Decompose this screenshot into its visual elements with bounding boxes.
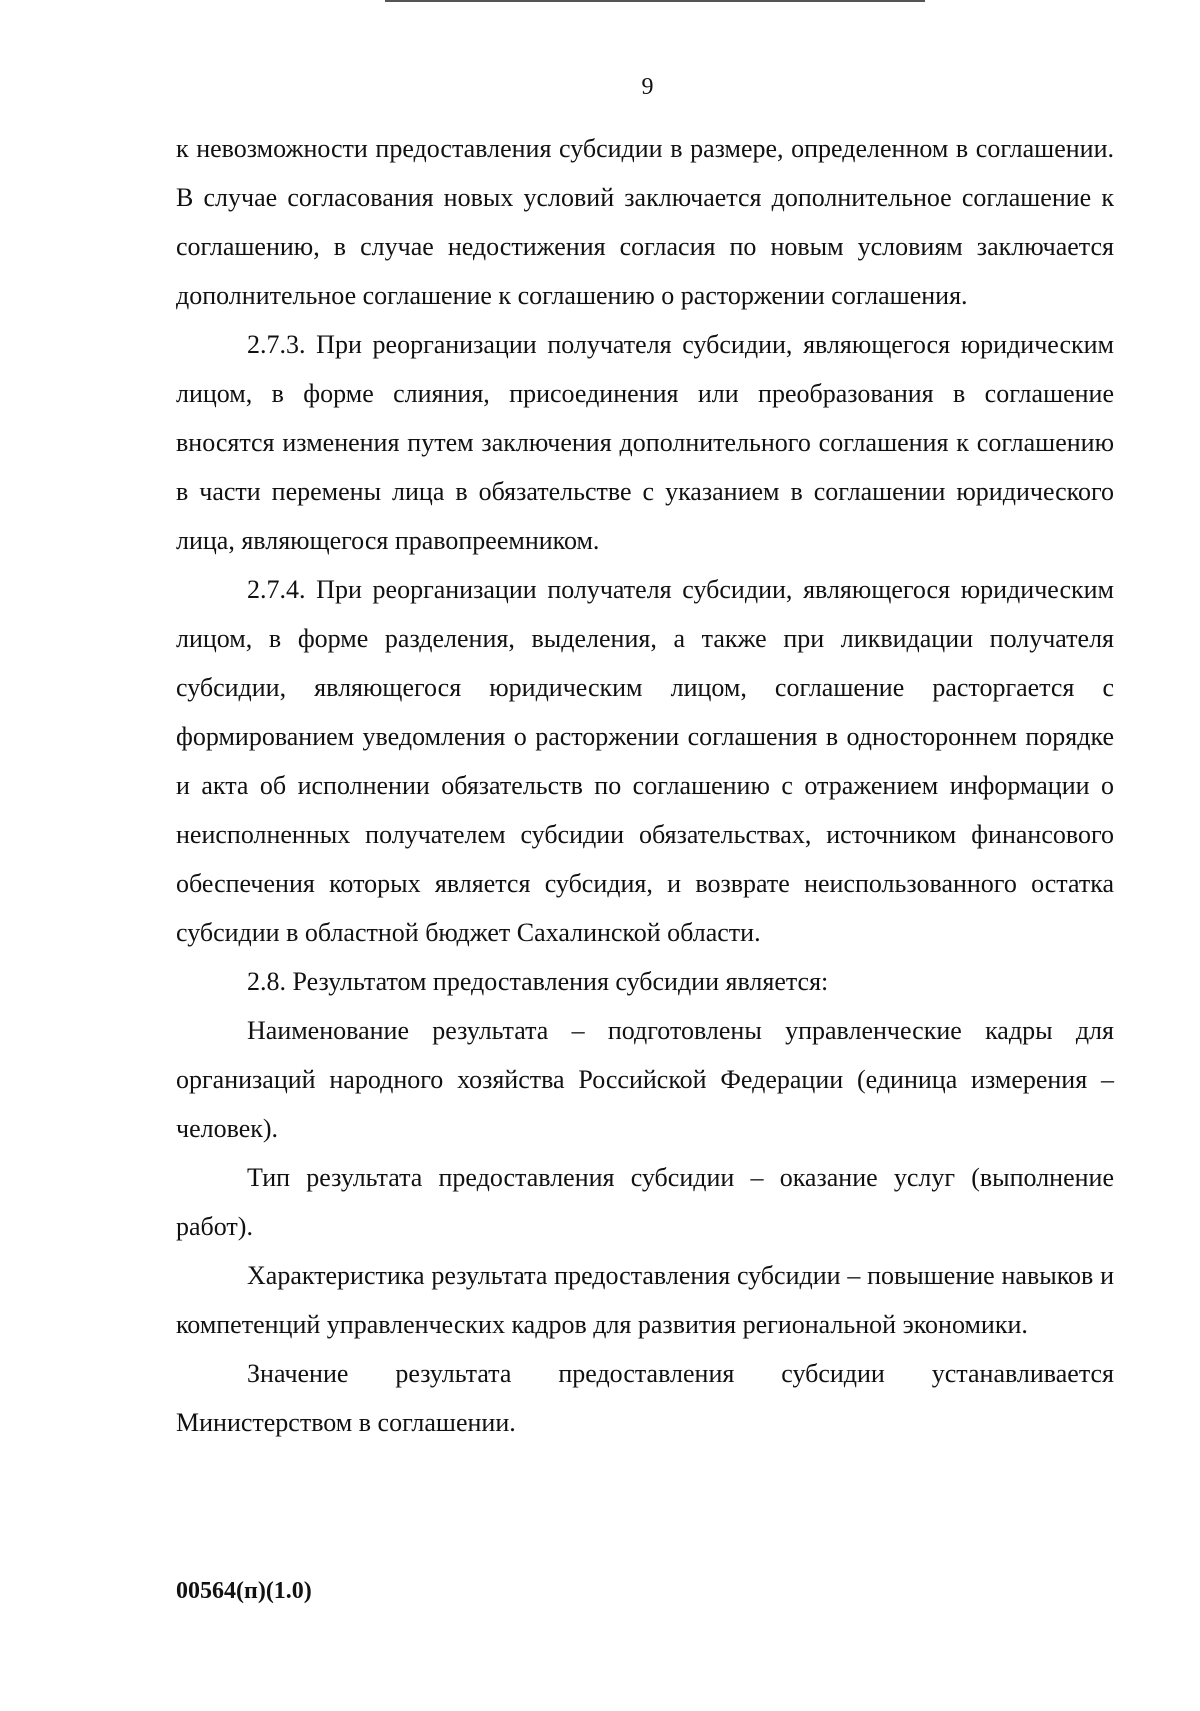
paragraph-result-name: Наименование результата – подготовлены управленческие кадры для организаций народного хозяйства Российской Федерации (единица измерения – человек). (176, 1016, 1114, 1143)
paragraph-2-7-4: 2.7.4. При реорганизации получателя субсидии, являющегося юридическим лицом, в форме разделения, выделения, а также при ликвидации получателя субсидии, являющегося юридическим лицом, соглашение расторгается с формированием уведомления о расторжении соглашения в одностороннем порядке и акта об исполнении обязательств по соглашению с отражением информации о неисполненных получателем субсидии обязательствах, источником финансового обеспечения которых является субсидия, и возврате неиспользованного остатка субсидии в областной бюджет Сахалинской области. (176, 575, 1114, 947)
paragraph-2-8: 2.8. Результатом предоставления субсидии является: (247, 967, 829, 996)
paragraph-result-type: Тип результата предоставления субсидии – оказание услуг (выполнение работ). (176, 1163, 1114, 1241)
top-rule (385, 0, 925, 2)
paragraph-result-characteristic: Характеристика результата предоставления субсидии – повышение навыков и компетенций управленческих кадров для развития региональной экономики. (176, 1261, 1114, 1339)
paragraph-continuation: к невозможности предоставления субсидии в размере, определенном в соглашении. В случае согласования новых условий заключается дополнительное соглашение к соглашению, в случае недостижения согласия по новым условиям заключается дополнительное соглашение к соглашению о расторжении соглашения. (176, 134, 1114, 310)
document-code: 00564(п)(1.0) (176, 1578, 312, 1604)
paragraph-2-7-3: 2.7.3. При реорганизации получателя субсидии, являющегося юридическим лицом, в форме слияния, присоединения или преобразования в соглашение вносятся изменения путем заключения дополнительного соглашения к соглашению в части перемены лица в обязательстве с указанием в соглашении юридического лица, являющегося правопреемником. (176, 330, 1114, 555)
document-body (176, 124, 1114, 1447)
paragraph-result-value: Значение результата предоставления субсидии устанавливается Министерством в соглашении. (176, 1359, 1114, 1437)
page-number: 9 (641, 74, 654, 100)
